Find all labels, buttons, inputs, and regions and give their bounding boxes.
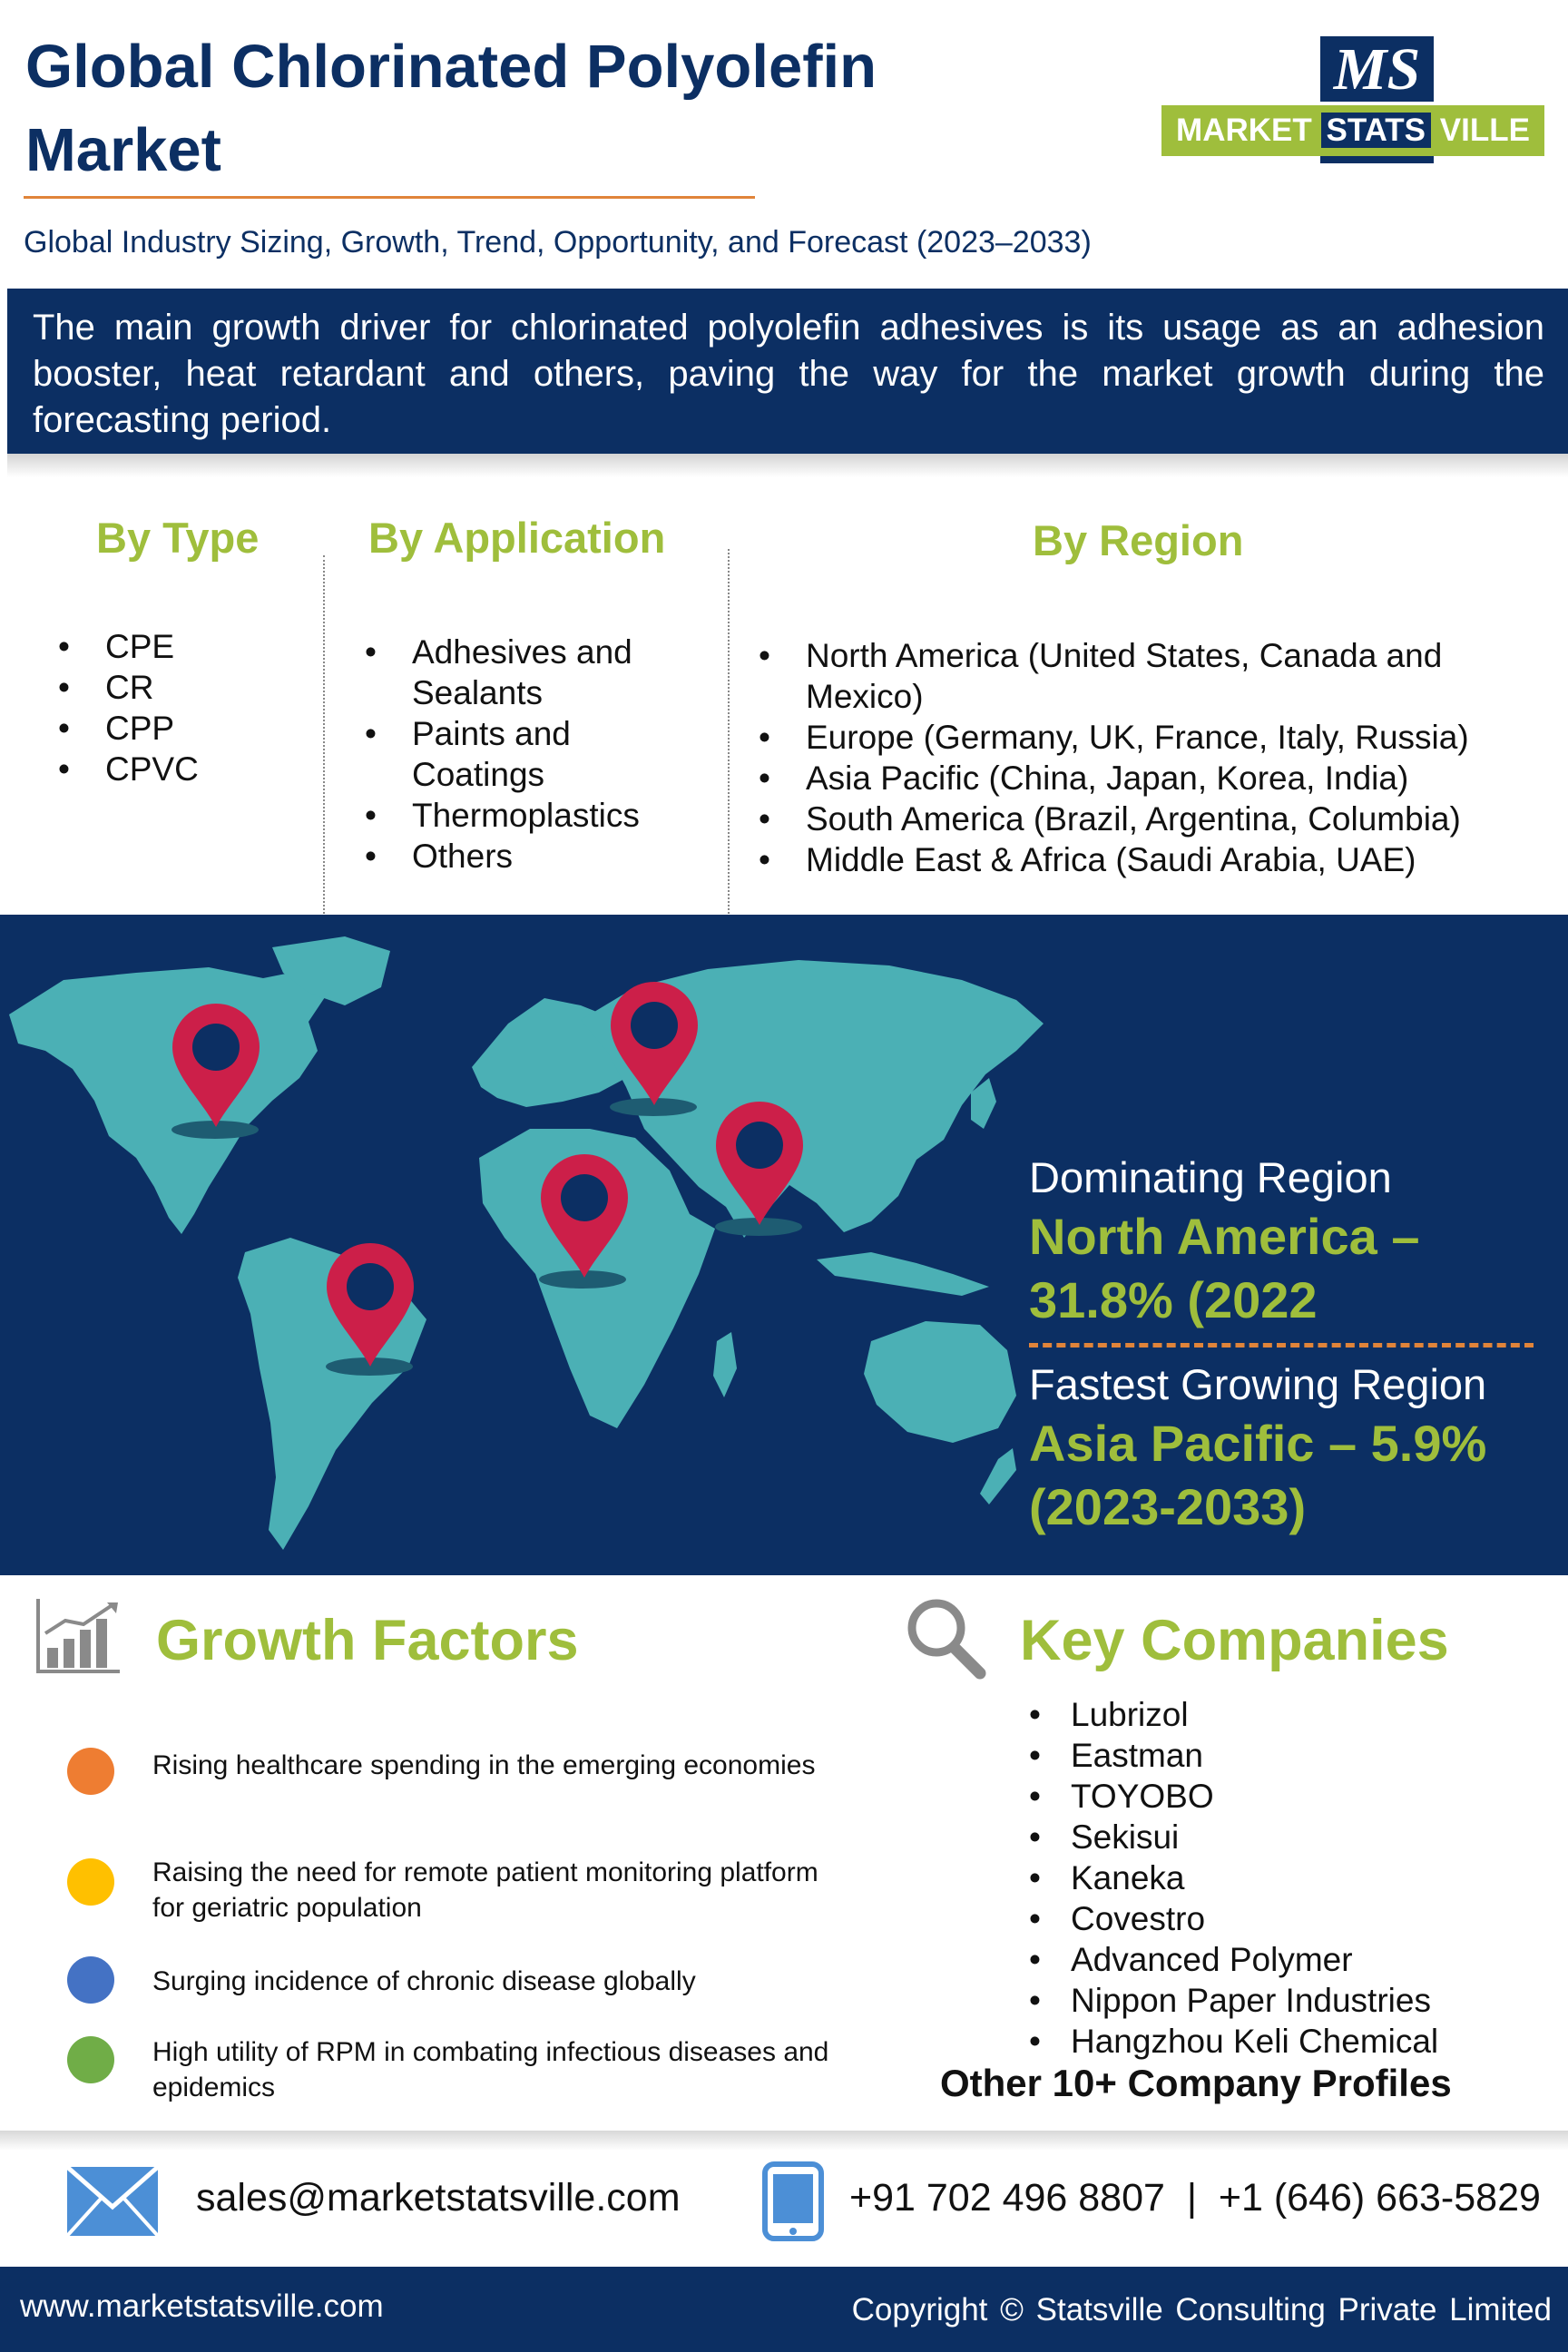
column-divider bbox=[323, 555, 325, 914]
list-item: • TOYOBO bbox=[1024, 1776, 1438, 1817]
logo-mark: MS bbox=[1320, 36, 1434, 102]
section-shadow bbox=[0, 2131, 1568, 2151]
list-item: • CPVC bbox=[53, 749, 307, 789]
more-companies-note: Other 10+ Company Profiles bbox=[940, 2062, 1452, 2104]
key-companies-list bbox=[1024, 1694, 1438, 2062]
list-item: • Asia Pacific (China, Japan, Korea, India) bbox=[753, 758, 1506, 799]
by-type-heading: By Type bbox=[96, 514, 260, 562]
growth-factor-item: Rising healthcare spending in the emerging economies bbox=[152, 1750, 816, 1780]
mail-icon bbox=[65, 2165, 160, 2238]
phone-icon bbox=[762, 2161, 824, 2241]
logo-text-mid: STATS bbox=[1321, 113, 1432, 148]
factor-bullet bbox=[67, 1956, 114, 2004]
logo-foot bbox=[1320, 156, 1434, 163]
factor-bullet bbox=[67, 2036, 114, 2083]
page-title: Global Chlorinated Polyolefin Market bbox=[25, 33, 877, 184]
dominating-region-value: North America – 31.8% (2022 bbox=[1029, 1208, 1420, 1328]
factor-bullet bbox=[67, 1858, 114, 1906]
intro-banner bbox=[7, 289, 1568, 454]
by-application-heading: By Application bbox=[368, 514, 666, 562]
list-item: • Hangzhou Keli Chemical bbox=[1024, 2021, 1438, 2062]
contact-phone[interactable]: +91 702 496 8807 | +1 (646) 663-5829 bbox=[849, 2176, 1541, 2220]
list-item: • Paints and Coatings bbox=[359, 713, 704, 795]
list-item: • Covestro bbox=[1024, 1898, 1438, 1939]
logo-text-left: MARKET bbox=[1176, 113, 1312, 148]
north-america-shape bbox=[9, 967, 327, 1234]
logo-text-right: VILLE bbox=[1439, 113, 1530, 148]
list-item: • Others bbox=[359, 836, 704, 877]
by-region-heading: By Region bbox=[1033, 516, 1244, 564]
column-divider bbox=[728, 549, 730, 914]
growth-factor-item: High utility of RPM in combating infectious diseases and epidemics bbox=[152, 2037, 829, 2102]
chart-icon bbox=[34, 1597, 122, 1675]
list-item: • CPP bbox=[53, 708, 307, 749]
new-zealand-shape bbox=[980, 1448, 1016, 1504]
list-item: • North America (United States, Canada and Mexico) bbox=[753, 635, 1506, 717]
list-item: • Middle East & Africa (Saudi Arabia, UAE) bbox=[753, 839, 1506, 880]
page-subtitle: Global Industry Sizing, Growth, Trend, Opportunity, and Forecast (2023–2033) bbox=[24, 225, 1092, 260]
map-pin-icon bbox=[171, 1002, 261, 1129]
australia-shape bbox=[864, 1321, 1016, 1443]
madagascar-shape bbox=[713, 1332, 737, 1397]
list-item: • Sekisui bbox=[1024, 1817, 1438, 1857]
dominating-region-label: Dominating Region bbox=[1029, 1153, 1392, 1201]
list-item: • Eastman bbox=[1024, 1735, 1438, 1776]
region-divider bbox=[1029, 1343, 1534, 1348]
list-item: • Thermoplastics bbox=[359, 795, 704, 836]
footer-website[interactable]: www.marketstatsville.com bbox=[20, 2288, 384, 2324]
list-item: • South America (Brazil, Argentina, Columbia) bbox=[753, 799, 1506, 839]
list-item: • Adhesives and Sealants bbox=[359, 632, 704, 713]
growth-factors-heading: Growth Factors bbox=[156, 1609, 579, 1672]
map-pin-icon bbox=[539, 1152, 630, 1279]
by-type-list bbox=[53, 626, 307, 789]
magnifier-icon bbox=[906, 1597, 987, 1681]
list-item: • CR bbox=[53, 667, 307, 708]
footer-copyright: Copyright © Statsville Consulting Private Limited bbox=[851, 2292, 1552, 2328]
growth-factor-item: Surging incidence of chronic disease globally bbox=[152, 1966, 696, 1996]
list-item: • Kaneka bbox=[1024, 1857, 1438, 1898]
list-item: • Lubrizol bbox=[1024, 1694, 1438, 1735]
map-pin-icon bbox=[609, 980, 700, 1107]
contact-email[interactable]: sales@marketstatsville.com bbox=[196, 2176, 681, 2220]
title-underline bbox=[24, 196, 755, 199]
key-companies-heading: Key Companies bbox=[1020, 1609, 1449, 1672]
list-item: • Advanced Polymer bbox=[1024, 1939, 1438, 1980]
world-map-icon bbox=[0, 915, 1071, 1575]
by-application-list bbox=[359, 632, 704, 877]
factor-bullet bbox=[67, 1748, 114, 1795]
map-pin-icon bbox=[714, 1100, 805, 1227]
list-item: • Europe (Germany, UK, France, Italy, Russia) bbox=[753, 717, 1506, 758]
intro-shadow bbox=[7, 454, 1568, 477]
list-item: • Nippon Paper Industries bbox=[1024, 1980, 1438, 2021]
indonesia-shape bbox=[817, 1252, 989, 1296]
intro-text: The main growth driver for chlorinated polyolefin adhesives is its usage as an adhesion booster, heat retardant and others, paving the way for the market growth during the forecasting period. bbox=[33, 308, 1544, 440]
map-pin-icon bbox=[325, 1241, 416, 1368]
fastest-region-value: Asia Pacific – 5.9% (2023-2033) bbox=[1029, 1415, 1487, 1535]
growth-factor-item: Raising the need for remote patient monitoring platform for geriatric population bbox=[152, 1857, 818, 1923]
by-region-list bbox=[753, 635, 1506, 880]
company-logo bbox=[1161, 36, 1544, 172]
continents bbox=[9, 936, 1044, 1550]
logo-text bbox=[1161, 105, 1544, 156]
fastest-region-label: Fastest Growing Region bbox=[1029, 1360, 1487, 1408]
list-item: • CPE bbox=[53, 626, 307, 667]
